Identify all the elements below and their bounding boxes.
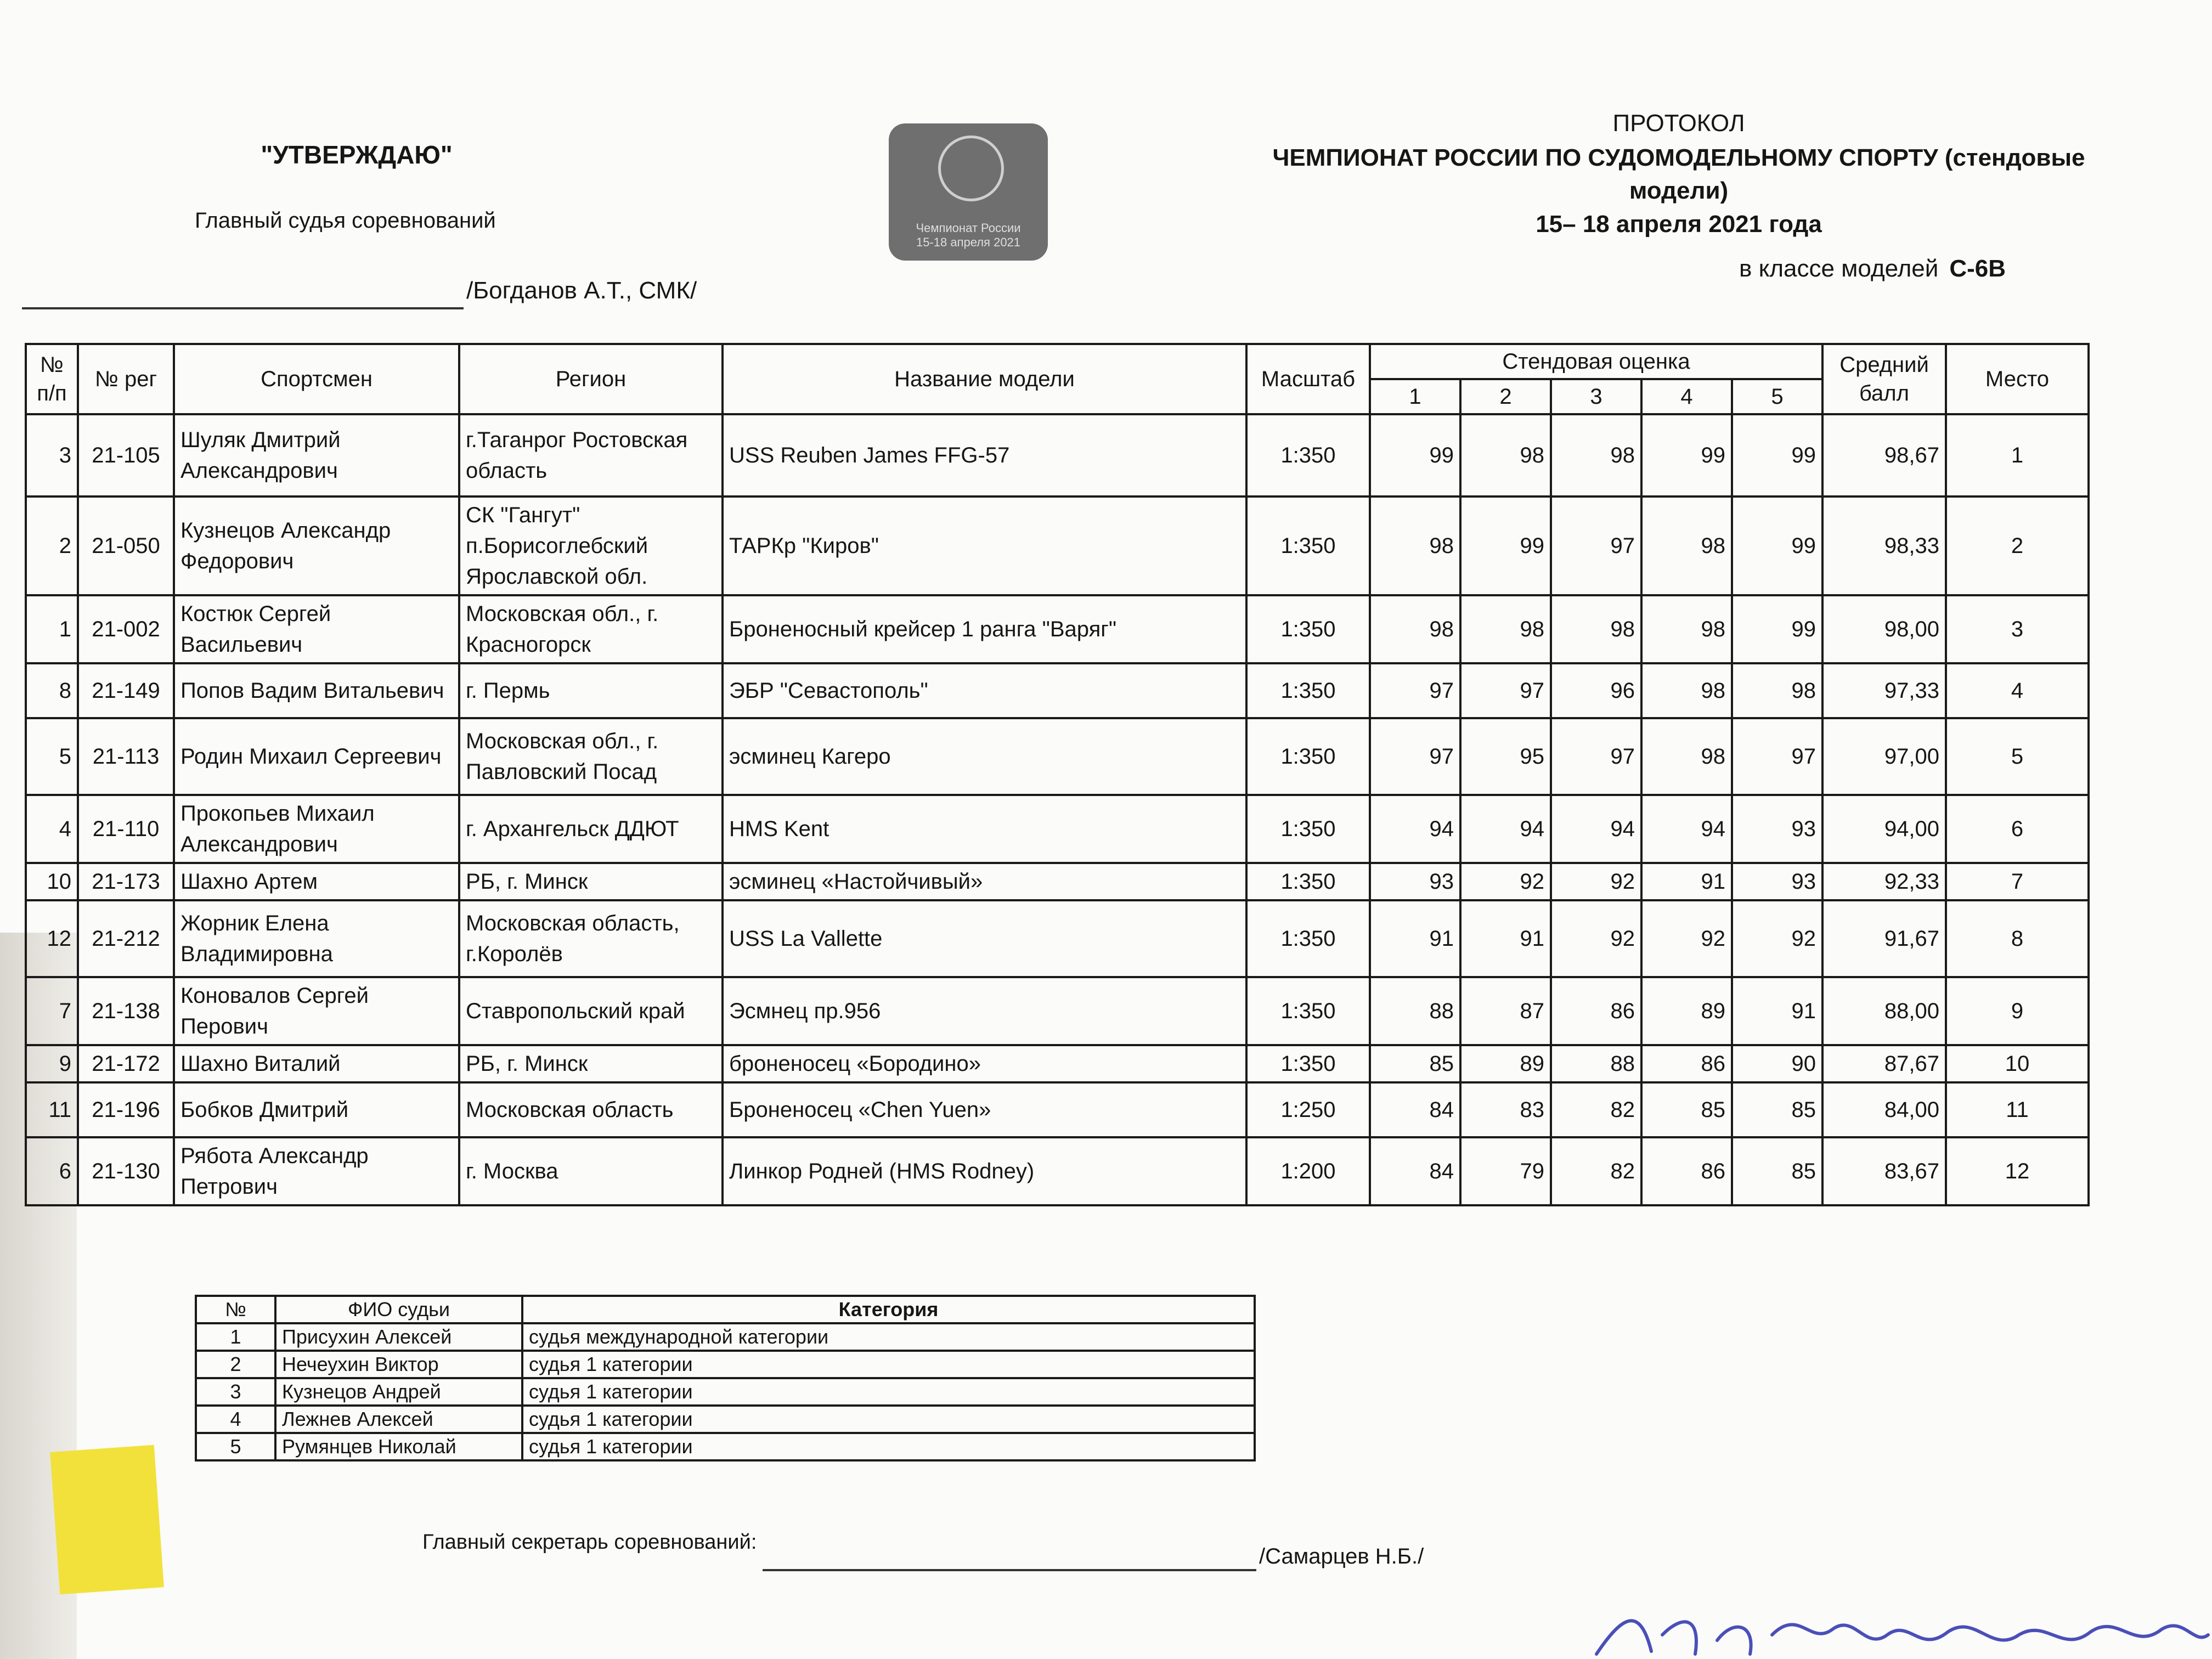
row-score-judge-1: 93 <box>1370 863 1460 900</box>
secretary-name: /Самарцев Н.Б./ <box>1259 1544 1424 1568</box>
row-avg: 84,00 <box>1822 1082 1946 1137</box>
row-score-judge-3: 98 <box>1551 414 1641 496</box>
row-score-judge-5: 85 <box>1732 1082 1822 1137</box>
row-athlete: Жорник Елена Владимировна <box>174 900 459 977</box>
row-score-judge-2: 83 <box>1460 1082 1551 1137</box>
row-score-judge-1: 98 <box>1370 496 1460 595</box>
table-row <box>26 1045 2089 1082</box>
judge-name: Нечеухин Виктор <box>275 1351 522 1378</box>
col-avg: Средний балл <box>1822 344 1946 414</box>
row-place: 12 <box>1946 1137 2089 1205</box>
emblem-seal-icon <box>938 136 1004 201</box>
row-place: 5 <box>1946 718 2089 795</box>
row-athlete: Кузнецов Александр Федорович <box>174 496 459 595</box>
row-score-judge-5: 91 <box>1732 977 1822 1045</box>
row-region: РБ, г. Минск <box>459 1045 723 1082</box>
judge-name: Румянцев Николай <box>275 1433 522 1460</box>
row-score-judge-1: 85 <box>1370 1045 1460 1082</box>
header-row <box>26 344 2089 379</box>
row-score-judge-3: 92 <box>1551 900 1641 977</box>
championship-title: ЧЕМПИОНАТ РОССИИ ПО СУДОМОДЕЛЬНОМУ СПОРТУ (стендовые модели) <box>1272 144 2085 204</box>
judge-row <box>196 1323 1255 1351</box>
row-reg: 21-196 <box>78 1082 174 1137</box>
row-score-judge-2: 92 <box>1460 863 1551 900</box>
row-region: Московская обл., г. Павловский Посад <box>459 718 723 795</box>
row-score-judge-4: 91 <box>1641 863 1732 900</box>
row-avg: 98,33 <box>1822 496 1946 595</box>
row-num: 10 <box>26 863 78 900</box>
col-athlete: Спортсмен <box>174 344 459 414</box>
row-score-judge-3: 82 <box>1551 1137 1641 1205</box>
table-row <box>26 795 2089 863</box>
row-place: 4 <box>1946 663 2089 718</box>
row-score-judge-2: 98 <box>1460 414 1551 496</box>
row-athlete: Костюк Сергей Васильевич <box>174 595 459 663</box>
row-score-judge-1: 94 <box>1370 795 1460 863</box>
judges-table <box>195 1295 1256 1462</box>
row-athlete: Шахно Артем <box>174 863 459 900</box>
col-judge-1: 1 <box>1370 379 1460 414</box>
row-score-judge-4: 98 <box>1641 595 1732 663</box>
row-score-judge-2: 79 <box>1460 1137 1551 1205</box>
row-model: USS La Vallette <box>723 900 1246 977</box>
table-row <box>26 1137 2089 1205</box>
row-reg: 21-149 <box>78 663 174 718</box>
row-avg: 94,00 <box>1822 795 1946 863</box>
col-scale: Масштаб <box>1246 344 1370 414</box>
table-row <box>26 663 2089 718</box>
table-row <box>26 595 2089 663</box>
row-scale: 1:350 <box>1246 863 1370 900</box>
row-score-judge-4: 99 <box>1641 414 1732 496</box>
protocol-label: ПРОТОКОЛ <box>1612 110 1745 137</box>
row-score-judge-5: 99 <box>1732 496 1822 595</box>
row-score-judge-1: 99 <box>1370 414 1460 496</box>
row-reg: 21-173 <box>78 863 174 900</box>
row-score-judge-1: 98 <box>1370 595 1460 663</box>
row-score-judge-3: 94 <box>1551 795 1641 863</box>
judge-category: судья 1 категории <box>522 1406 1255 1433</box>
chief-judge-name: /Богданов А.Т., СМК/ <box>466 277 697 304</box>
row-num: 7 <box>26 977 78 1045</box>
row-score-judge-1: 84 <box>1370 1082 1460 1137</box>
row-score-judge-2: 97 <box>1460 663 1551 718</box>
judge-category: судья международной категории <box>522 1323 1255 1351</box>
results-table <box>25 343 2090 1206</box>
table-row <box>26 977 2089 1045</box>
results-body <box>26 414 2089 1205</box>
row-reg: 21-130 <box>78 1137 174 1205</box>
judge-name: Кузнецов Андрей <box>275 1378 522 1406</box>
row-region: г. Пермь <box>459 663 723 718</box>
col-num: № п/п <box>26 344 78 414</box>
row-avg: 98,00 <box>1822 595 1946 663</box>
row-model: HMS Kent <box>723 795 1246 863</box>
championship-dates: 15– 18 апреля 2021 года <box>1536 211 1822 238</box>
judge-name: Лежнев Алексей <box>275 1406 522 1433</box>
row-model: Броненосный крейсер 1 ранга "Варяг" <box>723 595 1246 663</box>
row-score-judge-1: 91 <box>1370 900 1460 977</box>
row-score-judge-1: 84 <box>1370 1137 1460 1205</box>
row-model: эсминец «Настойчивый» <box>723 863 1246 900</box>
row-scale: 1:350 <box>1246 496 1370 595</box>
row-score-judge-3: 86 <box>1551 977 1641 1045</box>
row-num: 2 <box>26 496 78 595</box>
judge-row <box>196 1378 1255 1406</box>
row-athlete: Бобков Дмитрий <box>174 1082 459 1137</box>
chief-judge-signature-line <box>22 307 464 309</box>
row-score-judge-2: 95 <box>1460 718 1551 795</box>
col-judge-2: 2 <box>1460 379 1551 414</box>
document-header <box>1234 110 2123 238</box>
row-place: 2 <box>1946 496 2089 595</box>
row-model: броненосец «Бородино» <box>723 1045 1246 1082</box>
judges-header-row <box>196 1296 1255 1323</box>
row-score-judge-5: 99 <box>1732 414 1822 496</box>
model-class: в классе моделей С-6В <box>1739 255 2006 282</box>
table-row <box>26 496 2089 595</box>
row-score-judge-1: 97 <box>1370 663 1460 718</box>
row-athlete: Рябота Александр Петрович <box>174 1137 459 1205</box>
row-reg: 21-002 <box>78 595 174 663</box>
row-model: ЭБР "Севастополь" <box>723 663 1246 718</box>
row-avg: 92,33 <box>1822 863 1946 900</box>
col-score-group: Стендовая оценка <box>1370 344 1822 379</box>
row-model: ТАРКр "Киров" <box>723 496 1246 595</box>
row-athlete: Прокопьев Михаил Александрович <box>174 795 459 863</box>
row-scale: 1:350 <box>1246 795 1370 863</box>
row-score-judge-4: 98 <box>1641 663 1732 718</box>
row-scale: 1:350 <box>1246 1045 1370 1082</box>
row-score-judge-4: 98 <box>1641 718 1732 795</box>
row-avg: 97,00 <box>1822 718 1946 795</box>
row-place: 3 <box>1946 595 2089 663</box>
row-score-judge-2: 87 <box>1460 977 1551 1045</box>
row-model: Эсмнец пр.956 <box>723 977 1246 1045</box>
chief-judge-label: Главный судья соревнований <box>195 208 496 233</box>
row-score-judge-3: 92 <box>1551 863 1641 900</box>
row-num: 12 <box>26 900 78 977</box>
table-row <box>26 1082 2089 1137</box>
table-row <box>26 900 2089 977</box>
row-reg: 21-138 <box>78 977 174 1045</box>
row-score-judge-3: 88 <box>1551 1045 1641 1082</box>
row-num: 5 <box>26 718 78 795</box>
row-athlete: Родин Михаил Сергеевич <box>174 718 459 795</box>
row-score-judge-4: 85 <box>1641 1082 1732 1137</box>
row-score-judge-5: 92 <box>1732 900 1822 977</box>
row-score-judge-2: 89 <box>1460 1045 1551 1082</box>
judge-row <box>196 1406 1255 1433</box>
row-score-judge-2: 99 <box>1460 496 1551 595</box>
judge-row <box>196 1351 1255 1378</box>
row-score-judge-4: 86 <box>1641 1137 1732 1205</box>
row-avg: 88,00 <box>1822 977 1946 1045</box>
judge-num: 5 <box>196 1433 275 1460</box>
row-num: 3 <box>26 414 78 496</box>
row-score-judge-2: 94 <box>1460 795 1551 863</box>
row-reg: 21-110 <box>78 795 174 863</box>
row-score-judge-3: 97 <box>1551 496 1641 595</box>
row-athlete: Коновалов Сергей Перович <box>174 977 459 1045</box>
row-region: РБ, г. Минск <box>459 863 723 900</box>
judge-num: 3 <box>196 1378 275 1406</box>
handwritten-scribble <box>1591 1602 2212 1659</box>
row-scale: 1:200 <box>1246 1137 1370 1205</box>
judges-body <box>196 1323 1255 1460</box>
row-score-judge-3: 96 <box>1551 663 1641 718</box>
row-score-judge-5: 93 <box>1732 863 1822 900</box>
row-region: г. Архангельск ДДЮТ <box>459 795 723 863</box>
row-score-judge-4: 92 <box>1641 900 1732 977</box>
row-reg: 21-050 <box>78 496 174 595</box>
judges-col-name: ФИО судьи <box>275 1296 522 1323</box>
row-score-judge-4: 89 <box>1641 977 1732 1045</box>
table-row <box>26 863 2089 900</box>
row-athlete: Шахно Виталий <box>174 1045 459 1082</box>
row-score-judge-4: 86 <box>1641 1045 1732 1082</box>
judge-num: 4 <box>196 1406 275 1433</box>
judges-col-num: № <box>196 1296 275 1323</box>
col-model: Название модели <box>723 344 1246 414</box>
row-score-judge-1: 97 <box>1370 718 1460 795</box>
row-score-judge-5: 97 <box>1732 718 1822 795</box>
row-score-judge-5: 90 <box>1732 1045 1822 1082</box>
row-region: Ставропольский край <box>459 977 723 1045</box>
row-score-judge-4: 94 <box>1641 795 1732 863</box>
row-num: 9 <box>26 1045 78 1082</box>
row-scale: 1:350 <box>1246 900 1370 977</box>
row-score-judge-3: 97 <box>1551 718 1641 795</box>
row-score-judge-1: 88 <box>1370 977 1460 1045</box>
row-model: Линкор Родней (HMS Rodney) <box>723 1137 1246 1205</box>
row-num: 11 <box>26 1082 78 1137</box>
row-score-judge-3: 98 <box>1551 595 1641 663</box>
row-score-judge-5: 85 <box>1732 1137 1822 1205</box>
row-reg: 21-172 <box>78 1045 174 1082</box>
judge-category: судья 1 категории <box>522 1351 1255 1378</box>
col-judge-4: 4 <box>1641 379 1732 414</box>
row-region: СК "Гангут" п.Борисоглебский Ярославской обл. <box>459 496 723 595</box>
row-region: г.Таганрог Ростовская область <box>459 414 723 496</box>
row-region: Московская обл., г. Красногорск <box>459 595 723 663</box>
row-model: эсминец Кагеро <box>723 718 1246 795</box>
judge-category: судья 1 категории <box>522 1433 1255 1460</box>
row-num: 6 <box>26 1137 78 1205</box>
row-scale: 1:350 <box>1246 663 1370 718</box>
row-region: Московская область, г.Королёв <box>459 900 723 977</box>
approve-stamp: "УТВЕРЖДАЮ" <box>261 140 453 169</box>
row-avg: 97,33 <box>1822 663 1946 718</box>
judge-num: 1 <box>196 1323 275 1351</box>
row-score-judge-5: 93 <box>1732 795 1822 863</box>
yellow-tape <box>50 1445 164 1595</box>
row-score-judge-2: 98 <box>1460 595 1551 663</box>
judge-row <box>196 1433 1255 1460</box>
row-place: 8 <box>1946 900 2089 977</box>
row-reg: 21-212 <box>78 900 174 977</box>
row-avg: 87,67 <box>1822 1045 1946 1082</box>
row-num: 4 <box>26 795 78 863</box>
row-num: 1 <box>26 595 78 663</box>
row-athlete: Шуляк Дмитрий Александрович <box>174 414 459 496</box>
table-row <box>26 414 2089 496</box>
col-judge-5: 5 <box>1732 379 1822 414</box>
row-avg: 83,67 <box>1822 1137 1946 1205</box>
row-place: 7 <box>1946 863 2089 900</box>
championship-emblem <box>889 123 1048 261</box>
row-scale: 1:350 <box>1246 595 1370 663</box>
judge-category: судья 1 категории <box>522 1378 1255 1406</box>
row-scale: 1:250 <box>1246 1082 1370 1137</box>
row-scale: 1:350 <box>1246 718 1370 795</box>
table-row <box>26 718 2089 795</box>
row-region: Московская область <box>459 1082 723 1137</box>
col-reg: № рег <box>78 344 174 414</box>
row-athlete: Попов Вадим Витальевич <box>174 663 459 718</box>
row-reg: 21-105 <box>78 414 174 496</box>
row-scale: 1:350 <box>1246 414 1370 496</box>
col-judge-3: 3 <box>1551 379 1641 414</box>
judge-num: 2 <box>196 1351 275 1378</box>
secretary-label: Главный секретарь соревнований: <box>422 1531 757 1554</box>
row-place: 10 <box>1946 1045 2089 1082</box>
row-model: Броненосец «Chen Yuen» <box>723 1082 1246 1137</box>
row-place: 9 <box>1946 977 2089 1045</box>
row-score-judge-5: 99 <box>1732 595 1822 663</box>
row-num: 8 <box>26 663 78 718</box>
judges-col-category: Категория <box>522 1296 1255 1323</box>
col-region: Регион <box>459 344 723 414</box>
col-place: Место <box>1946 344 2089 414</box>
row-avg: 91,67 <box>1822 900 1946 977</box>
row-model: USS Reuben James FFG-57 <box>723 414 1246 496</box>
row-score-judge-3: 82 <box>1551 1082 1641 1137</box>
row-score-judge-5: 98 <box>1732 663 1822 718</box>
secretary-signature-line <box>763 1569 1256 1571</box>
row-score-judge-4: 98 <box>1641 496 1732 595</box>
row-avg: 98,67 <box>1822 414 1946 496</box>
row-place: 11 <box>1946 1082 2089 1137</box>
row-scale: 1:350 <box>1246 977 1370 1045</box>
row-reg: 21-113 <box>78 718 174 795</box>
row-region: г. Москва <box>459 1137 723 1205</box>
emblem-caption: Чемпионат России 15-18 апреля 2021 <box>916 221 1021 249</box>
row-place: 6 <box>1946 795 2089 863</box>
judge-name: Присухин Алексей <box>275 1323 522 1351</box>
row-score-judge-2: 91 <box>1460 900 1551 977</box>
row-place: 1 <box>1946 414 2089 496</box>
